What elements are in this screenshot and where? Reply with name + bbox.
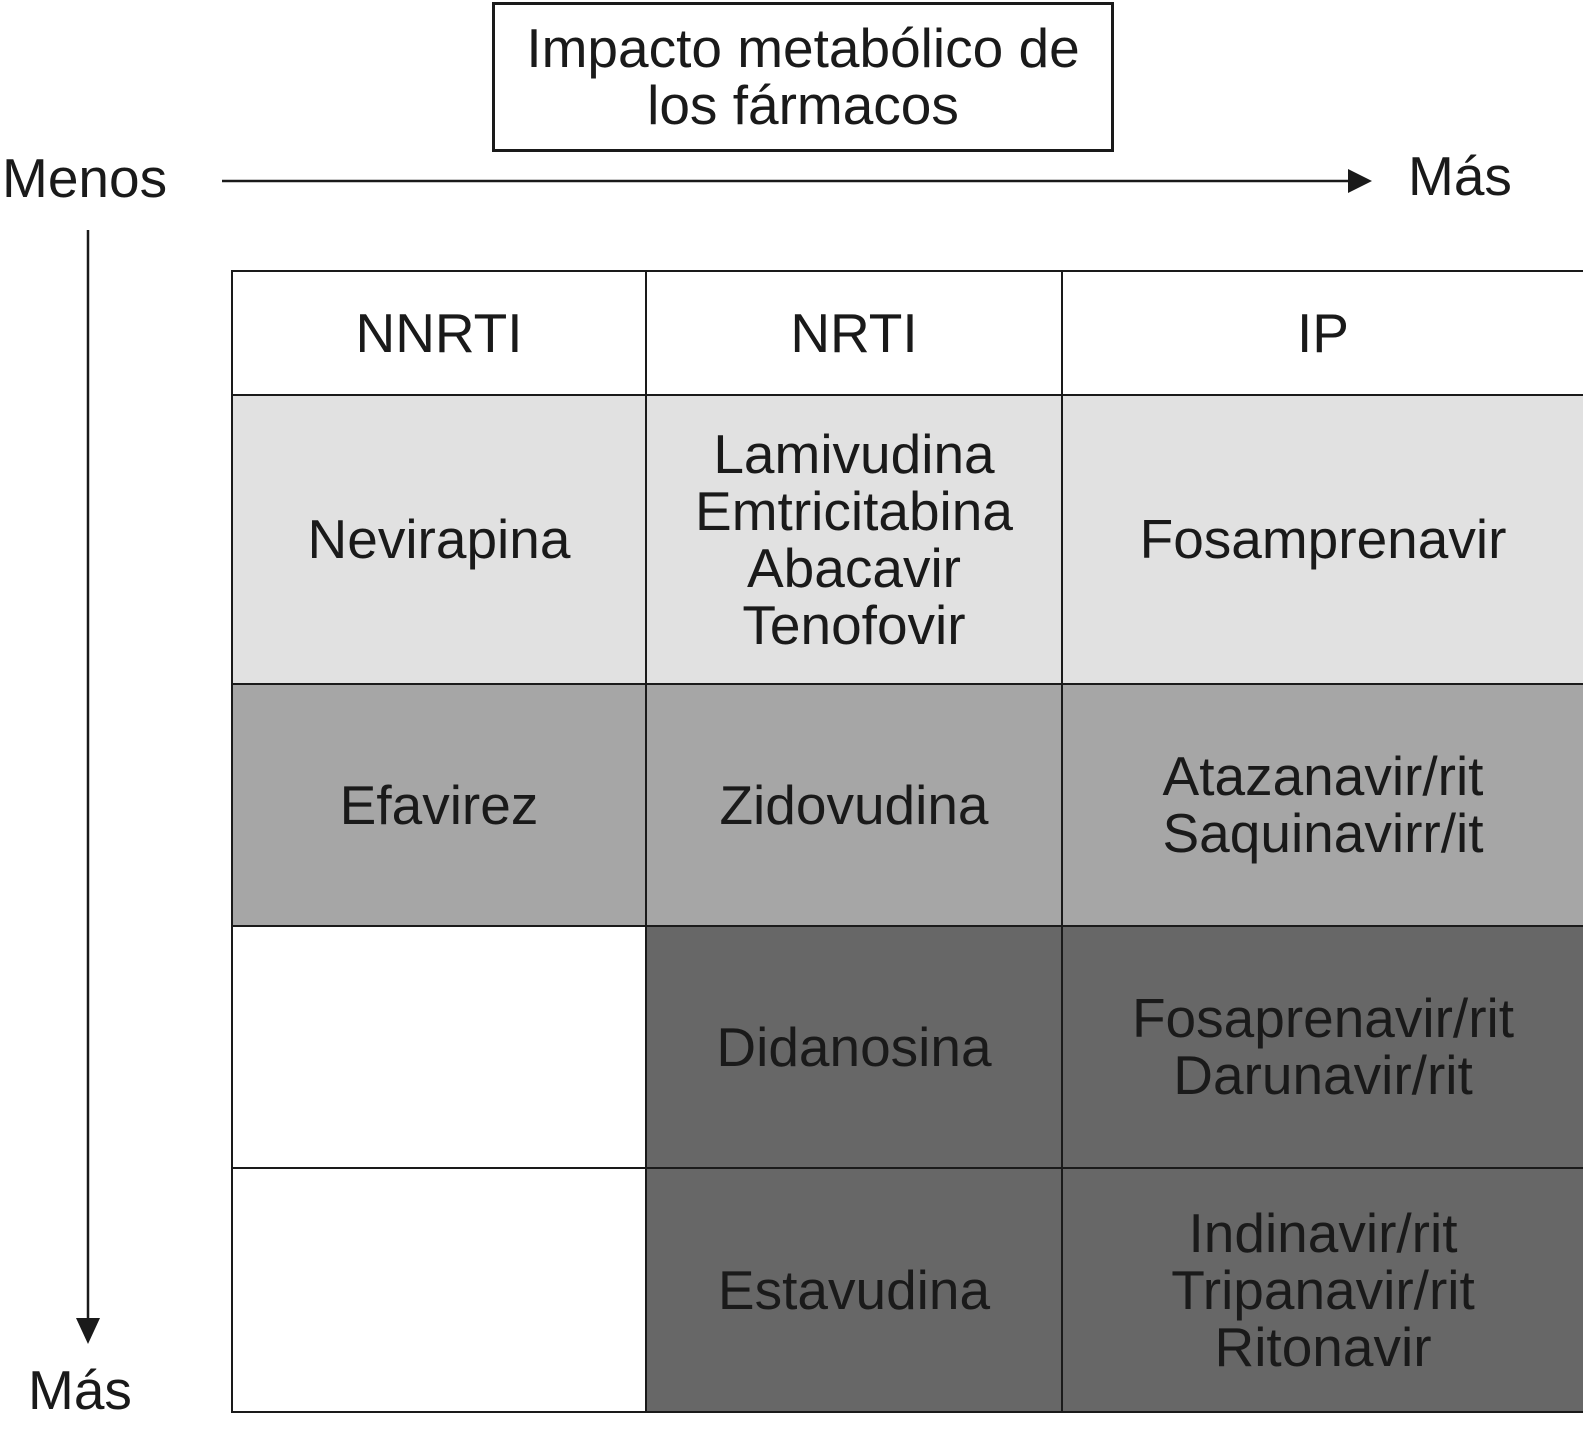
drug-name: Zidovudina — [719, 773, 989, 836]
horizontal-axis-arrowhead — [1348, 169, 1372, 193]
drug-name: Fosaprenavir/rit — [1131, 987, 1515, 1049]
column-header-label: IP — [1297, 301, 1349, 364]
drug-cell — [647, 927, 1063, 1169]
column-header — [647, 270, 1063, 396]
drug-cell — [1063, 685, 1583, 927]
diagram-title-line-1: Impacto metabólico de — [526, 17, 1080, 79]
drug-name: Atazanavir/rit — [1162, 745, 1484, 807]
drug-name: Emtricitabina — [695, 479, 1013, 542]
drug-cell — [1063, 927, 1583, 1169]
drug-cell — [647, 396, 1063, 685]
drug-cell — [231, 396, 647, 685]
drug-cell — [231, 685, 647, 927]
vertical-axis-arrowhead — [76, 1318, 100, 1344]
column-header-label: NRTI — [790, 301, 918, 364]
column-header — [231, 270, 647, 396]
vertical-axis-end-label: Más — [28, 1359, 132, 1421]
horizontal-axis-start-label: Menos — [2, 147, 168, 209]
column-header-label: NNRTI — [355, 301, 523, 364]
drug-name: Saquinavirr/it — [1162, 802, 1484, 864]
horizontal-axis-end-label: Más — [1408, 145, 1512, 207]
diagram-title-line-2: los fármacos — [647, 74, 959, 136]
empty-cell — [231, 1169, 647, 1413]
drug-name: Ritonavir — [1214, 1315, 1432, 1378]
drug-cell — [1063, 1169, 1583, 1413]
drug-name: Lamivudina — [713, 422, 995, 485]
drug-name: Darunavir/rit — [1173, 1044, 1473, 1106]
drug-name: Didanosina — [716, 1015, 992, 1078]
empty-cell — [231, 927, 647, 1169]
drug-name: Abacavir — [747, 536, 961, 599]
drug-name: Tripanavir/rit — [1171, 1258, 1475, 1321]
drug-cell — [647, 1169, 1063, 1413]
drug-cell — [1063, 396, 1583, 685]
drug-name: Estavudina — [717, 1258, 991, 1321]
drug-name: Efavirez — [339, 773, 539, 836]
drug-classification-table — [231, 270, 1583, 1413]
drug-name: Tenofovir — [742, 593, 966, 656]
column-header — [1063, 270, 1583, 396]
drug-name: Indinavir/rit — [1188, 1201, 1458, 1264]
drug-name: Fosamprenavir — [1139, 508, 1507, 570]
drug-name: Nevirapina — [307, 508, 571, 570]
drug-cell — [647, 685, 1063, 927]
